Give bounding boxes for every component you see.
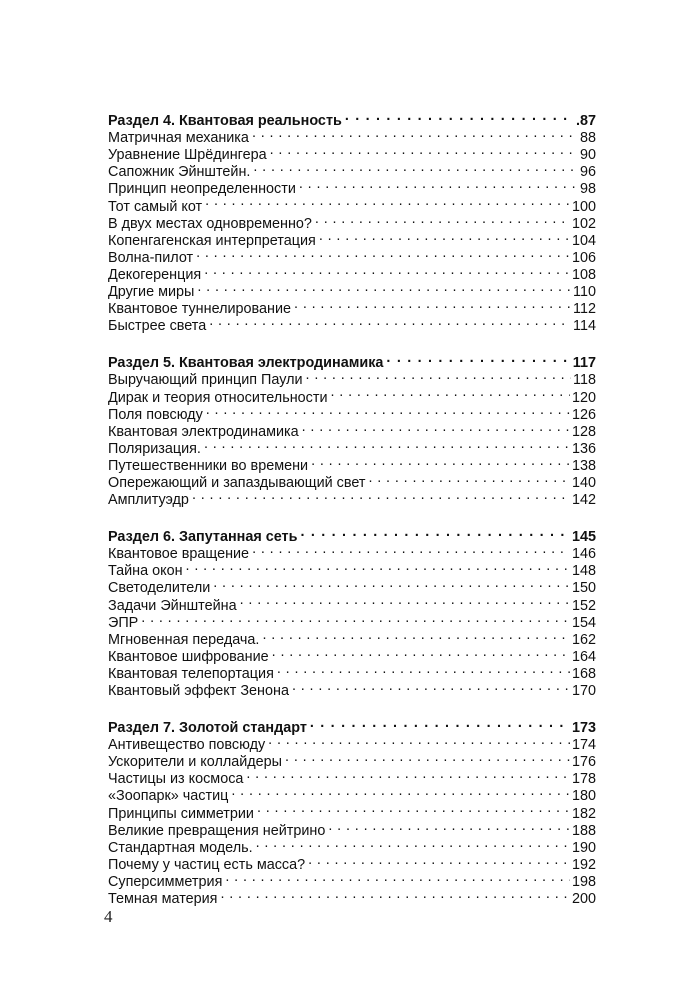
entry-title: Частицы из космоса bbox=[108, 771, 244, 788]
entry-title: Стандартная модель. bbox=[108, 839, 253, 856]
entry-title: Квантовый эффект Зенона bbox=[108, 683, 289, 699]
dot-leader bbox=[252, 541, 570, 558]
dot-leader bbox=[345, 108, 574, 125]
section-title: Раздел 4. Квантовая реальность bbox=[108, 113, 342, 130]
entry-page: 152 bbox=[571, 597, 596, 614]
entry-title: Светоделители bbox=[108, 580, 211, 597]
entry-title: ЭПР bbox=[108, 614, 139, 631]
entry-title: Квантовое вращение bbox=[108, 546, 250, 563]
entry-page: 178 bbox=[571, 771, 596, 788]
dot-leader bbox=[196, 245, 570, 262]
entry-page: 154 bbox=[571, 614, 596, 631]
entry-page: 126 bbox=[571, 406, 596, 423]
entry-page: 200 bbox=[571, 891, 596, 908]
table-of-contents bbox=[108, 108, 596, 923]
entry-page: 164 bbox=[571, 648, 596, 665]
entry-title: Дирак и теория относительности bbox=[108, 389, 328, 406]
entry-title: Квантовая телепортация bbox=[108, 665, 274, 682]
page-number: 4 bbox=[104, 907, 113, 926]
dot-leader bbox=[186, 558, 570, 575]
entry-page: 136 bbox=[571, 440, 596, 457]
dot-leader bbox=[246, 766, 570, 783]
entry-title: Выручающий принцип Паули bbox=[108, 372, 303, 389]
section-title: Раздел 6. Запутанная сеть bbox=[108, 529, 298, 546]
entry-title: Копенгагенская интерпретация bbox=[108, 232, 316, 249]
entry-page: 104 bbox=[571, 232, 596, 249]
section-page: 173 bbox=[571, 720, 596, 737]
entry-title: Принцип неопределенности bbox=[108, 181, 296, 198]
entry-title: Квантовое шифрование bbox=[108, 648, 269, 665]
dot-leader bbox=[270, 142, 578, 159]
entry-title: Тот самый кот bbox=[108, 198, 203, 215]
entry-title: «Зоопарк» частиц bbox=[108, 788, 229, 805]
entry-page: 168 bbox=[571, 665, 596, 682]
entry-title: Квантовое туннелирование bbox=[108, 301, 292, 318]
entry-title: Опережающий и запаздывающий свет bbox=[108, 474, 366, 491]
entry-page: 146 bbox=[571, 546, 596, 563]
dot-leader bbox=[141, 610, 570, 627]
dot-leader bbox=[205, 193, 570, 210]
entry-title: Путешественники во времени bbox=[108, 457, 309, 474]
toc-section-heading bbox=[108, 715, 596, 737]
entry-page: 182 bbox=[571, 805, 596, 822]
entry-title: Принципы симметрии bbox=[108, 805, 254, 822]
dot-leader bbox=[231, 783, 570, 800]
entry-page: 174 bbox=[571, 737, 596, 754]
entry-page: 162 bbox=[571, 631, 596, 648]
entry-title: Мгновенная передача. bbox=[108, 631, 260, 648]
toc-section-heading bbox=[108, 108, 596, 130]
dot-leader bbox=[257, 800, 570, 817]
entry-title: Задачи Эйнштейна bbox=[108, 597, 237, 614]
entry-page: 142 bbox=[571, 492, 596, 509]
dot-leader bbox=[268, 732, 570, 749]
dot-leader bbox=[311, 453, 570, 470]
entry-title: Почему у частиц есть масса? bbox=[108, 856, 306, 873]
dot-leader bbox=[308, 852, 570, 869]
section-page: .87 bbox=[575, 113, 596, 130]
section-title: Раздел 7. Золотой стандарт bbox=[108, 720, 307, 737]
entry-page: 148 bbox=[571, 563, 596, 580]
entry-title: В двух местах одновременно? bbox=[108, 215, 312, 232]
dot-leader bbox=[277, 661, 570, 678]
dot-leader bbox=[306, 367, 572, 384]
dot-leader bbox=[206, 402, 570, 419]
dot-leader bbox=[292, 678, 570, 695]
toc-section bbox=[108, 524, 596, 699]
entry-title: Декогеренция bbox=[108, 266, 202, 283]
section-page: 117 bbox=[572, 355, 596, 372]
entry-title: Быстрее света bbox=[108, 318, 207, 335]
dot-leader bbox=[220, 886, 570, 903]
entry-page: 114 bbox=[573, 318, 596, 335]
entry-title: Ускорители и коллайдеры bbox=[108, 754, 283, 771]
toc-section bbox=[108, 108, 596, 335]
dot-leader bbox=[319, 228, 570, 245]
dot-leader bbox=[294, 296, 571, 313]
dot-leader bbox=[256, 835, 570, 852]
entry-page: 108 bbox=[571, 266, 596, 283]
entry-title: Тайна окон bbox=[108, 563, 183, 580]
entry-page: 188 bbox=[571, 822, 596, 839]
dot-leader bbox=[302, 419, 570, 436]
dot-leader bbox=[328, 818, 570, 835]
entry-page: 106 bbox=[571, 249, 596, 266]
dot-leader bbox=[225, 869, 570, 886]
entry-page: 118 bbox=[573, 372, 596, 389]
toc-entry bbox=[108, 627, 596, 648]
dot-leader bbox=[204, 436, 570, 453]
dot-leader bbox=[272, 644, 570, 661]
entry-page: 128 bbox=[571, 423, 596, 440]
dot-leader bbox=[253, 159, 578, 176]
entry-page: 140 bbox=[571, 474, 596, 491]
entry-title: Уравнение Шрёдингера bbox=[108, 147, 267, 164]
entry-page: 102 bbox=[571, 215, 596, 232]
section-title: Раздел 5. Квантовая электродинамика bbox=[108, 355, 384, 372]
entry-page: 96 bbox=[579, 164, 596, 181]
entry-title: Темная материя bbox=[108, 891, 218, 908]
dot-leader bbox=[368, 470, 570, 487]
entry-page: 176 bbox=[571, 754, 596, 771]
toc-section bbox=[108, 350, 596, 509]
entry-page: 180 bbox=[571, 788, 596, 805]
entry-title: Поля повсюду bbox=[108, 406, 203, 423]
entry-page: 138 bbox=[571, 457, 596, 474]
entry-page: 170 bbox=[571, 683, 596, 699]
entry-title: Суперсимметрия bbox=[108, 873, 223, 890]
section-page: 145 bbox=[571, 529, 596, 546]
entry-title: Квантовая электродинамика bbox=[108, 423, 299, 440]
dot-leader bbox=[213, 575, 570, 592]
entry-title: Антивещество повсюду bbox=[108, 737, 266, 754]
toc-section-heading bbox=[108, 350, 596, 372]
dot-leader bbox=[262, 627, 570, 644]
dot-leader bbox=[240, 592, 570, 609]
toc-entry bbox=[108, 610, 596, 631]
entry-page: 88 bbox=[579, 130, 596, 147]
entry-title: Великие превращения нейтрино bbox=[108, 822, 326, 839]
entry-page: 110 bbox=[573, 284, 596, 301]
dot-leader bbox=[315, 211, 570, 228]
entry-page: 100 bbox=[571, 198, 596, 215]
dot-leader bbox=[310, 715, 570, 732]
entry-title: Сапожник Эйнштейн. bbox=[108, 164, 251, 181]
dot-leader bbox=[300, 524, 570, 541]
toc-section-heading bbox=[108, 524, 596, 546]
dot-leader bbox=[209, 313, 571, 330]
entry-page: 98 bbox=[579, 181, 596, 198]
toc-section bbox=[108, 715, 596, 908]
dot-leader bbox=[197, 279, 571, 296]
entry-page: 150 bbox=[571, 580, 596, 597]
entry-title: Матричная механика bbox=[108, 130, 249, 147]
dot-leader bbox=[386, 350, 570, 367]
dot-leader bbox=[299, 176, 578, 193]
dot-leader bbox=[330, 384, 570, 401]
entry-title: Амплитуэдр bbox=[108, 492, 189, 509]
dot-leader bbox=[192, 487, 570, 504]
dot-leader bbox=[285, 749, 570, 766]
entry-page: 120 bbox=[571, 389, 596, 406]
entry-page: 112 bbox=[573, 301, 596, 318]
entry-title: Волна-пилот bbox=[108, 249, 194, 266]
entry-title: Поляризация. bbox=[108, 440, 201, 457]
entry-page: 192 bbox=[571, 856, 596, 873]
entry-title: Другие миры bbox=[108, 284, 195, 301]
entry-page: 198 bbox=[571, 873, 596, 890]
entry-page: 90 bbox=[579, 147, 596, 164]
dot-leader bbox=[252, 125, 578, 142]
dot-leader bbox=[204, 262, 570, 279]
entry-page: 190 bbox=[571, 839, 596, 856]
